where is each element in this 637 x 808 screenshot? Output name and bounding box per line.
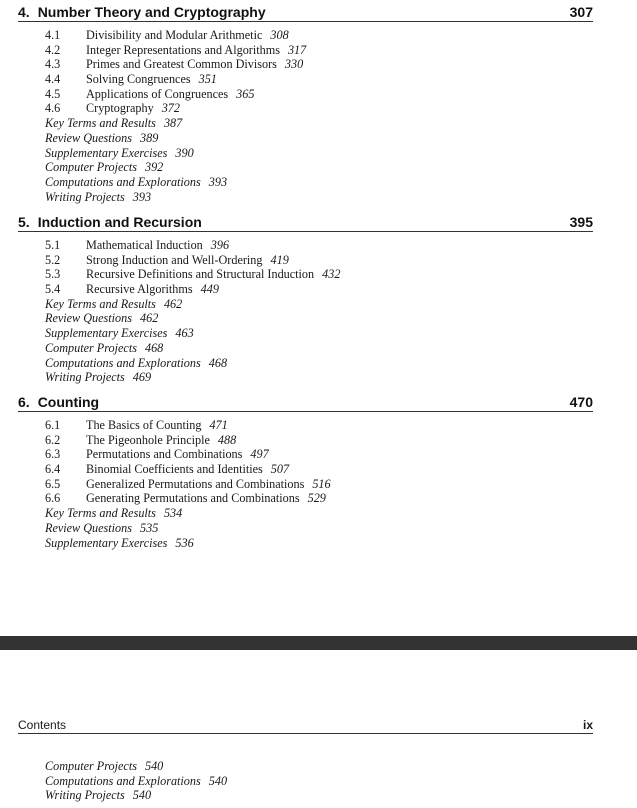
chapter-4 [18, 0, 593, 204]
extra-page: 463 [175, 326, 194, 341]
section-title: Applications of Congruences [86, 86, 229, 101]
extra-entry[interactable] [45, 759, 227, 774]
section-entry[interactable] [45, 418, 593, 433]
extra-title: Supplementary Exercises [45, 145, 168, 160]
section-number: 6.5 [45, 476, 61, 491]
extra-entry[interactable] [45, 116, 593, 131]
extra-page: 390 [175, 145, 194, 160]
extra-page: 389 [140, 130, 159, 145]
section-entry[interactable] [45, 462, 593, 477]
extra-page: 462 [140, 311, 159, 326]
section-entry[interactable] [45, 238, 593, 253]
section-number: 6.3 [45, 447, 61, 462]
extra-title: Review Questions [45, 130, 132, 145]
section-entry[interactable] [45, 43, 593, 58]
extra-title: Key Terms and Results [45, 116, 156, 131]
section-page: 308 [270, 28, 289, 42]
section-number: 6.4 [45, 462, 61, 477]
section-page: 516 [312, 476, 331, 491]
extra-entry[interactable] [45, 160, 593, 175]
extra-title: Key Terms and Results [45, 506, 156, 521]
section-title: Strong Induction and Well-Ordering [86, 252, 263, 267]
chapter-heading [18, 390, 593, 412]
section-title: Integer Representations and Algorithms [86, 42, 280, 57]
section-number: 4.5 [45, 86, 61, 101]
section-number: 4.2 [45, 42, 61, 57]
section-page: 351 [198, 72, 217, 87]
extra-page: 468 [208, 355, 228, 370]
extra-page: 469 [132, 370, 152, 385]
chapter-number: 4. [18, 4, 30, 20]
extra-page: 393 [208, 174, 228, 189]
section-title: Recursive Definitions and Structural Induction [86, 267, 315, 282]
section-page: 488 [217, 432, 237, 447]
section-title: Solving Congruences [86, 72, 191, 87]
extra-page: 540 [132, 788, 152, 803]
extra-entry[interactable] [45, 175, 593, 190]
extra-entry[interactable] [45, 146, 593, 161]
chapter-page: 307 [569, 4, 593, 20]
section-entry[interactable] [45, 477, 593, 492]
chapter-title: Counting [37, 394, 100, 410]
extra-title: Key Terms and Results [45, 296, 156, 311]
section-entry[interactable] [45, 491, 593, 506]
extra-title: Computer Projects [45, 160, 137, 175]
extra-page: 535 [140, 520, 159, 535]
extra-entry[interactable] [45, 536, 593, 551]
extra-entry[interactable] [45, 506, 593, 521]
page-break-band [0, 636, 637, 650]
section-page: 471 [209, 418, 228, 432]
extra-title: Writing Projects [45, 370, 125, 385]
extra-title: Computer Projects [45, 340, 137, 355]
chapter-heading [18, 0, 593, 22]
chapter-number: 5. [18, 214, 30, 230]
section-number: 6.2 [45, 432, 61, 447]
section-page: 330 [284, 57, 304, 72]
extra-entry[interactable] [45, 190, 593, 205]
section-page: 365 [236, 86, 255, 101]
extra-page: 540 [144, 759, 164, 773]
section-entry[interactable] [45, 72, 593, 87]
extra-title: Computations and Explorations [45, 355, 201, 370]
section-title: Recursive Algorithms [86, 282, 193, 297]
section-number: 4.3 [45, 57, 61, 72]
extra-page: 534 [163, 506, 183, 521]
extra-title: Writing Projects [45, 189, 125, 204]
extra-title: Writing Projects [45, 788, 125, 803]
extra-title: Supplementary Exercises [45, 535, 168, 550]
extra-title: Computations and Explorations [45, 773, 201, 788]
extra-entry[interactable] [45, 131, 593, 146]
extra-page: 387 [163, 116, 183, 131]
extra-page: 540 [208, 773, 228, 788]
section-number: 5.4 [45, 282, 61, 297]
section-number: 5.2 [45, 252, 61, 267]
section-title: Permutations and Combinations [86, 447, 243, 462]
section-number: 4.4 [45, 72, 61, 87]
section-page: 372 [161, 101, 180, 116]
section-entry[interactable] [45, 447, 593, 462]
extra-title: Computations and Explorations [45, 174, 201, 189]
section-entry[interactable] [45, 433, 593, 448]
section-number: 6.1 [45, 418, 61, 432]
extra-entry[interactable] [45, 326, 593, 341]
extra-entry[interactable] [45, 788, 227, 803]
extra-entry[interactable] [45, 356, 593, 371]
section-entry[interactable] [45, 267, 593, 282]
chapter-6 [18, 390, 593, 550]
extra-entry[interactable] [45, 774, 227, 789]
extra-entry[interactable] [45, 297, 593, 312]
section-entry[interactable] [45, 101, 593, 116]
section-title: Binomial Coefficients and Identities [86, 462, 263, 477]
section-title: Generalized Permutations and Combinations [86, 476, 305, 491]
chapter-entries [45, 28, 593, 204]
extra-page: 392 [144, 160, 164, 175]
section-title: Mathematical Induction [86, 238, 203, 252]
chapter-entries [45, 418, 593, 550]
section-page: 317 [287, 42, 307, 57]
section-title: Cryptography [86, 101, 154, 116]
chapter-number: 6. [18, 394, 30, 410]
section-entry[interactable] [45, 87, 593, 102]
section-number: 6.6 [45, 491, 61, 506]
chapter-page: 470 [569, 394, 593, 410]
chapter-5 [18, 210, 593, 385]
running-header-page-number: ix [582, 718, 593, 732]
section-page: 507 [270, 462, 290, 477]
running-header-label: Contents [18, 718, 67, 732]
extra-page: 393 [132, 189, 152, 204]
section-number: 4.1 [45, 28, 61, 42]
chapter-page: 395 [569, 214, 593, 230]
section-title: Generating Permutations and Combinations [86, 491, 300, 506]
section-page: 449 [200, 282, 219, 297]
chapter-heading [18, 210, 593, 232]
section-title: Primes and Greatest Common Divisors [86, 57, 277, 72]
section-title: The Basics of Counting [86, 418, 202, 432]
section-entry[interactable] [45, 28, 593, 43]
running-header [18, 718, 593, 734]
section-number: 4.6 [45, 101, 61, 116]
chapter-title: Induction and Recursion [37, 214, 202, 230]
section-number: 5.3 [45, 267, 61, 282]
extra-title: Computer Projects [45, 759, 137, 773]
extra-entry[interactable] [45, 370, 593, 385]
section-title: Divisibility and Modular Arithmetic [86, 28, 263, 42]
section-page: 432 [322, 267, 341, 282]
section-title: The Pigeonhole Principle [86, 432, 210, 447]
chapter-title: Number Theory and Cryptography [37, 4, 266, 20]
section-entry[interactable] [45, 57, 593, 72]
extra-page: 468 [144, 340, 164, 355]
extra-page: 462 [163, 296, 183, 311]
extra-entry[interactable] [45, 311, 593, 326]
continued-entries [45, 759, 227, 803]
extra-title: Supplementary Exercises [45, 326, 168, 341]
extra-title: Review Questions [45, 311, 132, 326]
chapter-entries [45, 238, 593, 385]
section-page: 419 [270, 252, 289, 267]
extra-title: Review Questions [45, 520, 132, 535]
extra-entry[interactable] [45, 341, 593, 356]
extra-page: 536 [175, 535, 194, 550]
section-page: 497 [250, 447, 269, 462]
section-number: 5.1 [45, 238, 61, 252]
extra-entry[interactable] [45, 521, 593, 536]
section-page: 396 [210, 238, 230, 252]
section-page: 529 [307, 491, 326, 506]
section-entry[interactable] [45, 282, 593, 297]
section-entry[interactable] [45, 253, 593, 268]
